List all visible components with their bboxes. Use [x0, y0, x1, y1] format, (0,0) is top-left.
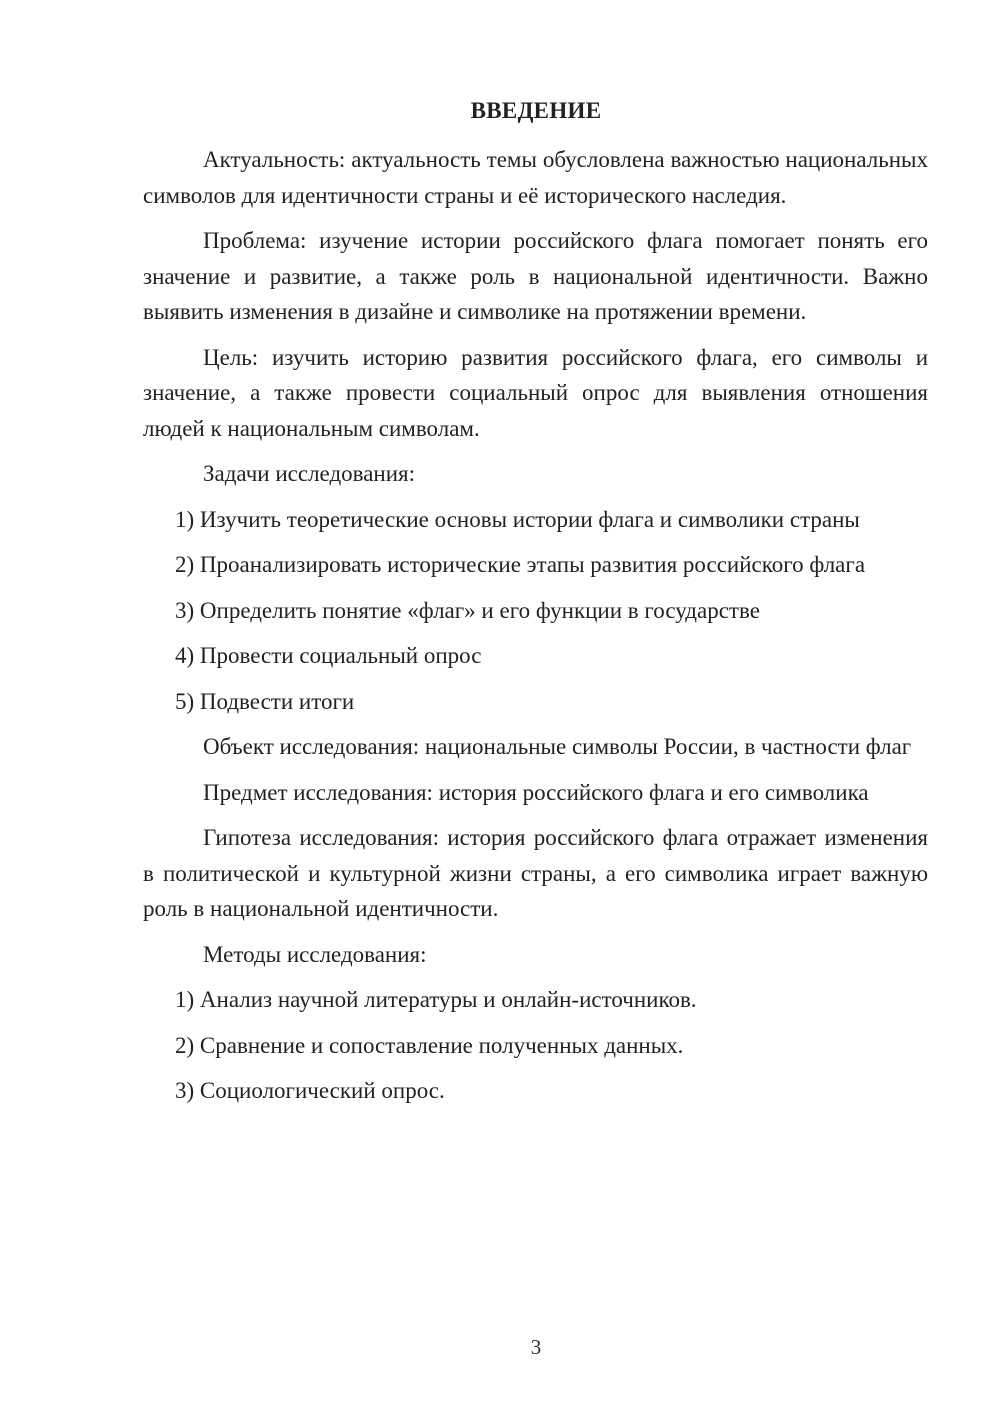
task-item: 5) Подвести итоги	[175, 688, 355, 714]
goal-paragraph: Цель: изучить историю развития российского флага, его символы и значение, а также провести социальный опрос для выявления отношения людей к национальным символам.	[143, 344, 928, 441]
body-text-block	[143, 142, 928, 1109]
method-item: 3) Социологический опрос.	[175, 1078, 445, 1103]
hypothesis-paragraph: Гипотеза исследования: история российского флага отражает изменения в политической и культурной жизни страны, а его символика играет важную роль в национальной идентичности.	[143, 825, 928, 921]
object-paragraph: Объект исследования: национальные символы России, в частности флаг	[203, 734, 912, 759]
page-number: 3	[530, 1335, 542, 1359]
methods-title: Методы исследования:	[203, 941, 427, 967]
task-item: 1) Изучить теоретические основы истории флага и символики страны	[175, 506, 860, 532]
task-item: 2) Проанализировать исторические этапы развития российского флага	[175, 552, 866, 577]
actuality-paragraph: Актуальность: актуальность темы обусловлена важностью национальных символов для идентичности страны и её исторического наследия.	[143, 147, 928, 208]
task-item: 4) Провести социальный опрос	[175, 643, 482, 668]
section-heading: ВВЕДЕНИЕ	[470, 98, 602, 123]
tasks-title: Задачи исследования:	[203, 461, 416, 486]
method-item: 1) Анализ научной литературы и онлайн-источников.	[175, 987, 697, 1012]
subject-paragraph: Предмет исследования: история российского флага и его символика	[203, 779, 869, 805]
task-item: 3) Определить понятие «флаг» и его функции в государстве	[175, 597, 760, 623]
method-item: 2) Сравнение и сопоставление полученных данных.	[175, 1032, 684, 1058]
problem-paragraph: Проблема: изучение истории российского флага помогает понять его значение и развитие, а также роль в национальной идентичности. Важно выявить изменения в дизайне и символике на протяжении времени.	[143, 228, 928, 324]
